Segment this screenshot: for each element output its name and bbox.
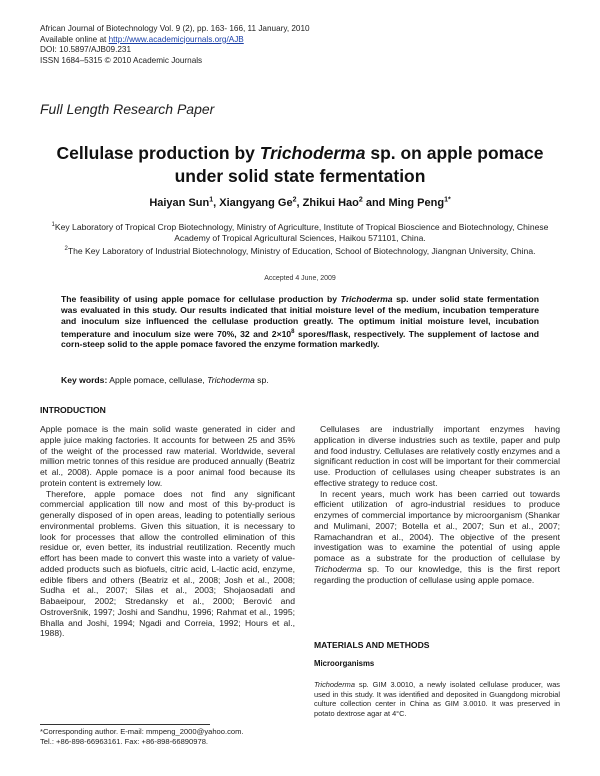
affiliation: $^2$The Key Laboratory of Industrial Biotechnology, Ministry of Education, School of Biotechnology, Jiangnan University, China. xyxy=(64,246,536,257)
journal-header xyxy=(40,24,310,66)
microorganisms-subheading: Microorganisms xyxy=(314,659,375,668)
author: Zhikui Hao$^2$ and xyxy=(302,196,389,209)
paragraph: Apple pomace is the main solid waste generated in cider and apple juice making factories. It accounts for between 25 and 35% of the weight of the processed raw material. Worldwide, several million metric tonnes of this residue are produced annually (Beatriz et al., 2008). Apple pomace is a poor animal food because its protein content is extremely low. xyxy=(40,424,295,488)
author: Haiyan Sun$^1$, xyxy=(149,196,220,209)
corresponding-author-footnote xyxy=(40,727,295,747)
footnote-phone-line: Tel.: +86-898-66963161. Fax: +86-898-66890978. xyxy=(40,737,209,747)
paragraph: In recent years, much work has been carried out towards efficient utilization of agro-industrial residues to produce enzymes of commercial importance by microorganism (Shankar and Mulimani, 2007; Botella et al., 2007; Sun et al., 2007; Ramachandran et al., 2004). The objective of the present investigation was to examine the potential of using apple pomace as a substrate for the production of cellulase by Trichoderma sp. To our knowledge, this is the first report regarding the production of cellulase using apple pomace. xyxy=(314,488,560,585)
affiliations xyxy=(40,220,560,258)
title-organism: Trichoderma xyxy=(259,143,366,163)
introduction-heading: INTRODUCTION xyxy=(40,405,106,415)
footnote-divider xyxy=(40,724,210,725)
doi: DOI: 10.5897/AJB09.231 xyxy=(40,45,132,55)
paper-type: Full Length Research Paper xyxy=(40,101,215,117)
author: Xiangyang Ge$^2$, xyxy=(219,196,303,209)
introduction-left-column xyxy=(40,424,295,639)
accepted-date: Accepted 4 June, 2009 xyxy=(264,275,336,282)
title-part-1: Cellulase production by xyxy=(56,143,260,163)
keywords: Key words: Apple pomace, cellulase, Trichoderma sp. xyxy=(61,375,269,385)
availability-prefix: Available online at xyxy=(40,34,109,44)
affiliation: $^1$Key Laboratory of Tropical Crop Biotechnology, Ministry of Agriculture, Institute of Tropical Bioscience and Biotechnology, Chinese Academy of Tropical Agricultural Sciences, Haikou 571101, China. xyxy=(51,221,549,244)
paper-title xyxy=(40,142,560,188)
paragraph: Cellulases are industrially important enzymes having application in diverse industries such as textile, paper and pulp and food industry. Cellulases are relatively costly enzymes and a significant reduction in cost will be important for their commercial use. Production of cellulases using cheaper substrates is an effective strategy to reduce cost. xyxy=(314,424,560,488)
keywords-label: Key words: xyxy=(61,375,108,385)
footnote-email-line: *Corresponding author. E-mail: mmpeng_2000@yahoo.com. xyxy=(40,727,244,736)
title-part-2: sp. on apple pomace under solid state fermentation xyxy=(174,143,544,186)
availability-line xyxy=(40,35,310,46)
abstract: The feasibility of using apple pomace for cellulase production by Trichoderma sp. under solid state fermentation was evaluated in this study. Our results indicated that initial moisture level of the medium, incubation temperature and inoculum size influenced the cellulase production greatly. The optimum initial moisture level, incubation temperature and inoculum size were 70%, 32 and $2\times 10^8$ spores/flask, respectively. The supplement of lactose and corn-steep solid to the apple pomace favored the enzyme formation markedly. xyxy=(61,294,539,350)
author: Ming Peng$^{1*}$ xyxy=(388,196,451,209)
journal-url-link[interactable]: http://www.academicjournals.org/AJB xyxy=(108,34,244,44)
issn: ISSN 1684–5315 © 2010 Academic Journals xyxy=(40,55,203,65)
microorganisms-text: Trichoderma sp. GIM 3.0010, a newly isolated cellulase producer, was used in this study. It was identified and deposited in Guangdong microbial culture collection center in China as GIM 3.0010. It was preserved in potato dextrose agar at 4°C. xyxy=(314,680,560,719)
journal-citation: African Journal of Biotechnology Vol. 9 (2), pp. 163- 166, 11 January, 2010 xyxy=(40,24,310,33)
paragraph: Therefore, apple pomace does not find any significant commercial application till now and most of this by-product is generally disposed of in open areas, leading to potentially serious environmental problems. Given this situation, it is necessary to look for processes that allow the controlled elimination of this residue or, even better, its industrial reutilization. Recently much effort has been made to convert this waste into a variety of value-added products such as biofuels, citric acid, L-lactic acid, enzyme, edible fibers and others (Beatriz et al., 2008; Josh et al., 2008; Sudha et al., 2007; Silas et al., 2003; Shojaosadati and Babaeipour, 2002; Stredansky et al., 2000; Berović and Ostroveršnik, 1997; Joshi and Sandhu, 1996; Rahmat et al., 1995; Bhalla and Joshi, 1994; Ngadi and Correia, 1992; Hours et al., 1988). xyxy=(40,488,295,639)
author-list xyxy=(40,196,560,209)
introduction-right-column xyxy=(314,424,560,585)
methods-heading: MATERIALS AND METHODS xyxy=(314,640,430,650)
